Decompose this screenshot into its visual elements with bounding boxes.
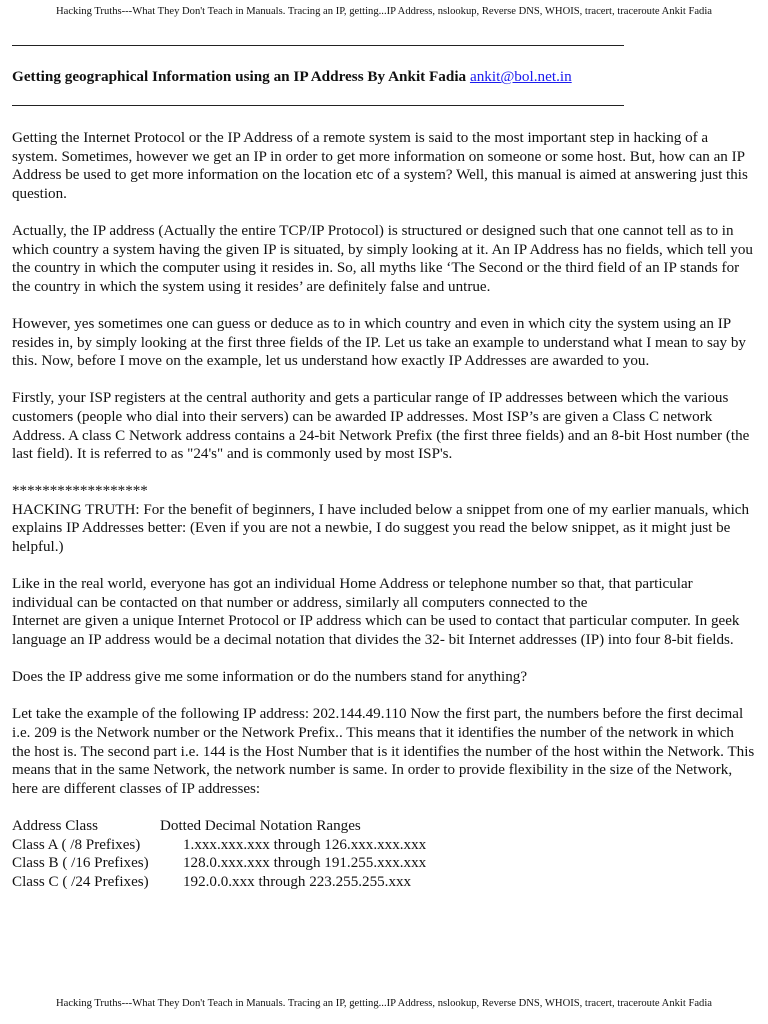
paragraph-example: Let take the example of the following IP address: 202.144.49.110 Now the first part, the numbers before the first decimal i.e. 209 is the Network number or the Network Prefix.. This means that it identifies the number of the network in which the host is. The second part i.e. 144 is the Host Number that is it identifies the number of the host within the Network. This means that in the same Network, the network number is same. In order to provide flexibility in the size of the Network, here are different classes of IP addresses: bbox=[12, 706, 755, 797]
paragraph-isp-registration: Firstly, your ISP registers at the central authority and gets a particular range of IP addresses between which the various customers (people who dial into their servers) can be awarded IP addresses. Most ISP’s are given a Class C network Address. A class C Network address contains a 24-bit Network Prefix (the first three fields) and an 8-bit Host number (the last field). It is referred to as "24's" and is commonly used by most ISP's. bbox=[12, 390, 750, 463]
paragraph-real-world-b: Internet are given a unique Internet Protocol or IP address which can be used to contact that particular computer. In geek language an IP address would be a decimal notation that divides the 32- bit Internet addresses (IP) into four 8-bit fields. bbox=[12, 613, 740, 649]
table-cell-class: Class B ( /16 Prefixes) bbox=[12, 855, 149, 872]
table-cell-range: 192.0.0.xxx through 223.255.255.xxx bbox=[183, 873, 412, 890]
author-email-link[interactable]: ankit@bol.net.in bbox=[469, 68, 572, 85]
table-header-row bbox=[12, 817, 426, 836]
article-body bbox=[12, 129, 756, 891]
title-divider bbox=[12, 105, 624, 106]
table-row bbox=[12, 854, 426, 873]
paragraph-question: Does the IP address give me some information or do the numbers stand for anything? bbox=[12, 669, 528, 686]
paragraph-ip-structure: Actually, the IP address (Actually the entire TCP/IP Protocol) is structured or designed such that one cannot tell as to in which country a system having the given IP is situated, by simply looking at it. An IP Address has no fields, which tell you the country in which the computer using it resides in. So, all myths like ‘The Second or the third field of an IP stands for the country in which the system using it resides’ are definitely false and untrue. bbox=[12, 222, 753, 295]
table-row bbox=[12, 873, 426, 892]
document-title bbox=[12, 68, 572, 86]
asterisk-separator: ****************** bbox=[12, 483, 148, 500]
top-divider bbox=[12, 45, 624, 46]
column-header-ranges: Dotted Decimal Notation Ranges bbox=[160, 817, 361, 834]
paragraph-guess-location: However, yes sometimes one can guess or deduce as to in which country and even in which city the system using an IP resides in, by simply looking at the first three fields of the IP. Let us take an example to understand what I mean to say by this. Now, before I move on the example, let us understand how exactly IP Addresses are awarded to you. bbox=[12, 315, 746, 370]
paragraph-intro: Getting the Internet Protocol or the IP Address of a remote system is said to the most important step in hacking of a system. Sometimes, however we get an IP in order to get more information on someone or some host. But, how can an IP Address be used to get more information on the location etc of a system? Well, this manual is aimed at answering just this question. bbox=[12, 130, 748, 202]
page-footer: Hacking Truths---What They Don't Teach in Manuals. Tracing an IP, getting...IP Address, nslookup, Reverse DNS, WHOIS, tracert, traceroute Ankit Fadia bbox=[55, 998, 712, 1009]
table-cell-range: 1.xxx.xxx.xxx through 126.xxx.xxx.xxx bbox=[183, 836, 427, 853]
table-row bbox=[12, 836, 426, 855]
page-header: Hacking Truths---What They Don't Teach in Manuals. Tracing an IP, getting...IP Address, nslookup, Reverse DNS, WHOIS, tracert, traceroute Ankit Fadia bbox=[55, 6, 712, 17]
paragraph-hacking-truth: HACKING TRUTH: For the benefit of beginners, I have included below a snippet from one of my earlier manuals, which explains IP Addresses better: (Even if you are not a newbie, I do suggest you read the below snippet, as it might just be helpful.) bbox=[12, 501, 750, 556]
ip-class-table bbox=[12, 817, 426, 891]
table-cell-range: 128.0.xxx.xxx through 191.255.xxx.xxx bbox=[183, 855, 427, 872]
title-text: Getting geographical Information using an IP Address By Ankit Fadia bbox=[12, 68, 467, 85]
table-cell-class: Class A ( /8 Prefixes) bbox=[12, 836, 141, 853]
column-header-class: Address Class bbox=[12, 817, 98, 834]
paragraph-real-world-a: Like in the real world, everyone has got an individual Home Address or telephone number so that, that particular individual can be contacted on that number or address, similarly all computers connected to the bbox=[12, 576, 693, 611]
table-cell-class: Class C ( /24 Prefixes) bbox=[12, 873, 149, 890]
